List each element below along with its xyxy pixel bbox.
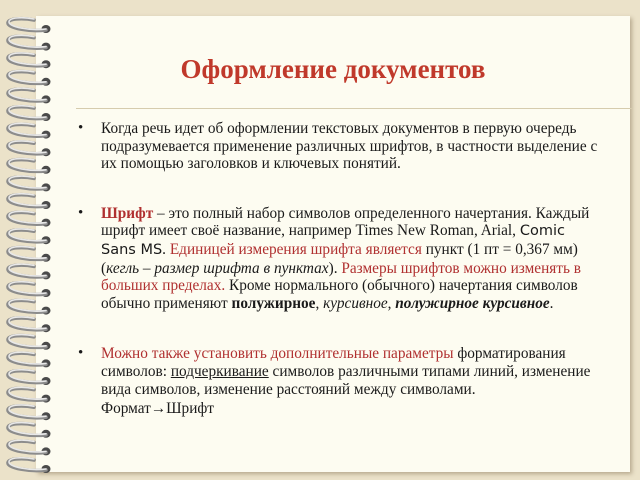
term-font: Шрифт (101, 204, 154, 222)
comic-sans-sample: Comic Sans MS (101, 223, 565, 258)
menu-path (78, 400, 602, 418)
bullet-icon: • (78, 120, 84, 136)
bullet-icon: • (78, 204, 84, 221)
sizes-highlight: Размеры шрифтов можно изменять в больших пределах. (101, 259, 581, 295)
bullet-item-1 (78, 120, 602, 173)
binding-ring (8, 159, 51, 174)
punctuation: . (549, 294, 554, 312)
binding-ring (8, 440, 51, 455)
binding-ring (8, 247, 51, 262)
binding-ring (8, 35, 51, 50)
title-divider (76, 108, 632, 109)
binding-ring (8, 141, 51, 156)
bullet-item-2 (78, 205, 602, 313)
italic-style-example: курсивное (323, 294, 388, 312)
bold-style-example: полужирное (231, 294, 316, 312)
binding-ring (8, 458, 51, 473)
binding-ring (8, 264, 51, 279)
params-text-1: форматирования символов: (101, 345, 566, 380)
styles-intro: Кроме нормального (обычного) начертания символов обычно применяют (101, 277, 578, 312)
binding-ring (8, 211, 51, 226)
arrow-right-icon: → (150, 400, 167, 418)
params-highlight: Можно также установить дополнительные параметры (101, 345, 454, 363)
slide-title: Оформление документов (180, 54, 486, 84)
underline-example: подчеркивание (170, 362, 269, 380)
binding-ring (8, 387, 51, 402)
binding-ring (8, 123, 51, 138)
kegl-definition: кегль – размер шрифта в пунктах (106, 259, 329, 277)
punctuation: ). (328, 259, 338, 277)
params-text-2: символов различными типами линий, изменение вида символов, изменение расстояний между символами. (101, 362, 591, 398)
menu-path-format: Формат (101, 400, 151, 418)
bullet-item-3 (78, 345, 602, 398)
menu-path-font: Шрифт (166, 400, 214, 418)
binding-ring (8, 18, 51, 33)
bold-italic-style-example: полужирное курсивное (395, 294, 550, 312)
bullet-1-text: Когда речь идет об оформлении текстовых документов в первую очередь подразумевается применение различных шрифтов, в частности выделение с их помощью заголовков и ключевых понятий. (101, 120, 598, 173)
binding-ring (8, 335, 51, 350)
binding-ring (8, 299, 51, 314)
punctuation: . (162, 240, 170, 258)
binding-ring (8, 106, 51, 121)
slide-content (78, 120, 602, 418)
binding-ring (8, 317, 51, 332)
punctuation: , (315, 294, 324, 312)
font-definition: – это полный набор символов определенного начертания. Каждый шрифт имеет своё название, например Times New Roman, Arial, (101, 204, 590, 240)
bullet-icon: • (78, 345, 84, 362)
unit-text: пункт (1 пт = 0,367 мм)( (101, 240, 578, 277)
binding-ring (8, 423, 51, 438)
punctuation: , (387, 294, 396, 312)
binding-ring (8, 229, 51, 244)
unit-highlight: Единицей измерения шрифта является (169, 240, 422, 258)
binding-ring (8, 194, 51, 209)
binding-ring (8, 176, 51, 191)
binding-ring (8, 352, 51, 367)
binding-ring (8, 88, 51, 103)
binding-ring (8, 282, 51, 297)
binding-ring (8, 370, 51, 385)
binding-ring (8, 405, 51, 420)
